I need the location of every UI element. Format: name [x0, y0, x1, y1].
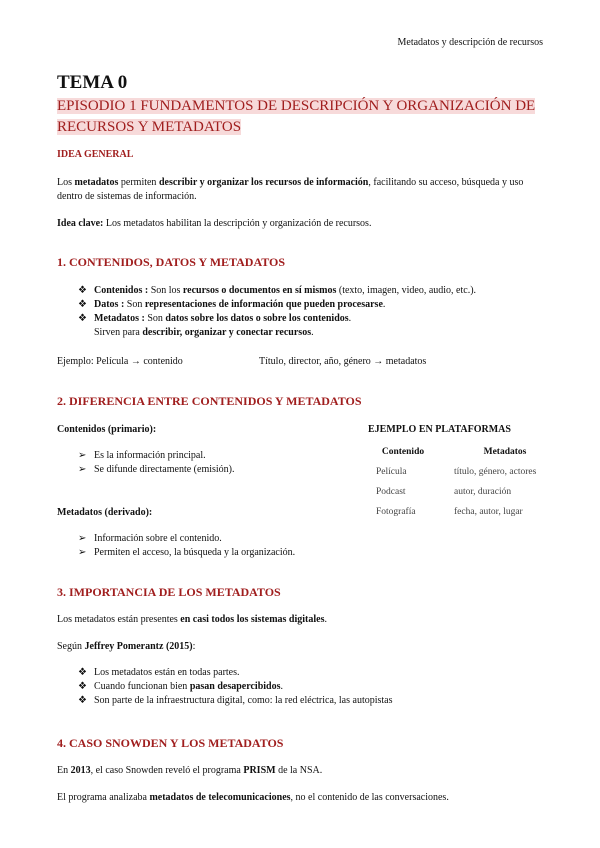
- arrow-bullet-icon: ➢: [78, 547, 87, 558]
- list-item: [78, 694, 548, 708]
- list-item: [78, 312, 548, 326]
- text-end: de la NSA.: [275, 765, 323, 776]
- item-bold: recursos o documentos en sí mismos: [182, 285, 337, 296]
- program-paragraph: [57, 791, 547, 805]
- diamond-bullet-icon: ❖: [78, 695, 87, 706]
- table-cell: Película: [376, 467, 407, 477]
- section-3-heading: 3. IMPORTANCIA DE LOS METADATOS: [57, 585, 281, 599]
- table-cell: fecha, autor, lugar: [454, 507, 523, 517]
- idea-bold-describir: describir y organizar los recursos de información: [158, 177, 369, 188]
- item-text: Son los: [148, 285, 183, 296]
- list-continuation: [78, 326, 548, 340]
- item-text: Son: [144, 313, 166, 324]
- diamond-bullet-icon: ❖: [78, 299, 87, 310]
- list-item: [78, 284, 548, 298]
- list-item: [78, 680, 548, 694]
- author-name: Jeffrey Pomerantz (2015): [84, 641, 193, 652]
- platform-table: [362, 447, 566, 527]
- arrow-bullet-icon: ➢: [78, 533, 87, 544]
- program-name: PRISM: [243, 765, 276, 776]
- text: Según: [57, 641, 85, 652]
- section-4-heading: 4. CASO SNOWDEN Y LOS METADATOS: [57, 736, 284, 750]
- text: El programa analizaba: [57, 792, 150, 803]
- table-cell: título, género, actores: [454, 467, 537, 477]
- year: 2013: [70, 765, 91, 776]
- idea-text-2: permiten: [118, 177, 159, 188]
- section-1-list: [78, 284, 548, 340]
- item-label: Contenidos :: [94, 285, 149, 296]
- contenidos-list: [78, 449, 338, 477]
- diamond-bullet-icon: ❖: [78, 667, 87, 678]
- running-header: Metadatos y descripción de recursos: [397, 37, 543, 48]
- diamond-bullet-icon: ❖: [78, 285, 87, 296]
- idea-text-1: Los: [57, 177, 75, 188]
- list-item: [78, 666, 548, 680]
- pomerantz-paragraph: [57, 640, 547, 654]
- item-text: Los metadatos están en todas partes.: [94, 667, 240, 678]
- key-idea-text: Los metadatos habilitan la descripción y organización de recursos.: [103, 218, 372, 229]
- table-header: Metadatos: [483, 447, 527, 457]
- topic-title: TEMA 0: [57, 72, 128, 93]
- table-cell: Podcast: [376, 487, 406, 497]
- item-text: Permiten el acceso, la búsqueda y la organización.: [94, 547, 296, 558]
- table-header: Contenido: [381, 447, 425, 457]
- episode-title-text: EPISODIO 1 FUNDAMENTOS DE DESCRIPCIÓN Y ORGANIZACIÓN DE RECURSOS Y METADATOS: [57, 98, 536, 135]
- item-label: Datos :: [94, 299, 125, 310]
- platform-example-title: EJEMPLO EN PLATAFORMAS: [368, 424, 511, 435]
- text-end: , no el contenido de las conversaciones.: [290, 792, 449, 803]
- key-idea-label: Idea clave:: [57, 218, 104, 229]
- snowden-paragraph: [57, 764, 547, 778]
- table-cell: autor, duración: [454, 487, 512, 497]
- cont-text: Sirven para: [94, 327, 143, 338]
- list-item: [78, 298, 548, 312]
- diamond-bullet-icon: ❖: [78, 681, 87, 692]
- text-end: .: [324, 614, 327, 625]
- item-text-end: .: [348, 313, 352, 324]
- example-right: Título, director, año, género → metadatos: [259, 356, 427, 367]
- importance-paragraph: [57, 613, 547, 627]
- text: Los metadatos están presentes: [57, 614, 181, 625]
- item-bold: datos sobre los datos o sobre los contenidos: [165, 313, 349, 324]
- diamond-bullet-icon: ❖: [78, 313, 87, 324]
- contenidos-label: Contenidos (primario):: [57, 424, 157, 435]
- key-idea: [57, 217, 547, 231]
- list-item: [78, 449, 338, 463]
- item-label: Metadatos :: [94, 313, 145, 324]
- idea-general-heading: IDEA GENERAL: [57, 149, 134, 160]
- item-text-end: .: [382, 299, 386, 310]
- item-text-end: .: [280, 681, 283, 692]
- cont-text-end: .: [311, 327, 314, 338]
- bold-text: metadatos de telecomunicaciones: [149, 792, 291, 803]
- metadatos-label: Metadatos (derivado):: [57, 507, 153, 518]
- cont-bold: describir, organizar y conectar recursos: [142, 327, 312, 338]
- idea-text-3: , facilitando su acceso, búsqueda y uso dentro de sistemas de información.: [57, 177, 524, 202]
- item-text: Son parte de la infraestructura digital, como: la red eléctrica, las autopistas: [94, 695, 393, 706]
- bold-text: en casi todos los sistemas digitales: [180, 614, 325, 625]
- example-left: Ejemplo: Película → contenido: [57, 356, 183, 367]
- table-row: [362, 487, 566, 507]
- arrow-bullet-icon: ➢: [78, 450, 87, 461]
- section-2-heading: 2. DIFERENCIA ENTRE CONTENIDOS Y METADATOS: [57, 394, 362, 408]
- item-text-end: (texto, imagen, video, audio, etc.).: [336, 285, 477, 296]
- item-bold: pasan desapercibidos: [189, 681, 281, 692]
- text: En: [57, 765, 71, 776]
- list-item: [78, 463, 338, 477]
- section-1-heading: 1. CONTENIDOS, DATOS Y METADATOS: [57, 255, 286, 269]
- table-header-row: [362, 447, 566, 467]
- episode-title: [57, 96, 547, 138]
- text: , el caso Snowden reveló el programa: [90, 765, 244, 776]
- table-cell: Fotografía: [376, 507, 416, 517]
- item-bold: representaciones de información que pueden procesarse: [144, 299, 383, 310]
- item-text: Es la información principal.: [94, 450, 206, 461]
- metadatos-list: [78, 532, 358, 560]
- text-end: :: [192, 641, 196, 652]
- item-text: Cuando funcionan bien: [94, 681, 190, 692]
- list-item: [78, 546, 358, 560]
- idea-paragraph: [57, 176, 547, 204]
- table-row: [362, 507, 566, 527]
- item-text: Información sobre el contenido.: [94, 533, 222, 544]
- item-text: Son: [124, 299, 145, 310]
- section-3-list: [78, 666, 548, 708]
- list-item: [78, 532, 358, 546]
- arrow-bullet-icon: ➢: [78, 464, 87, 475]
- idea-bold-metadatos: metadatos: [74, 177, 119, 188]
- table-row: [362, 467, 566, 487]
- item-text: Se difunde directamente (emisión).: [94, 464, 235, 475]
